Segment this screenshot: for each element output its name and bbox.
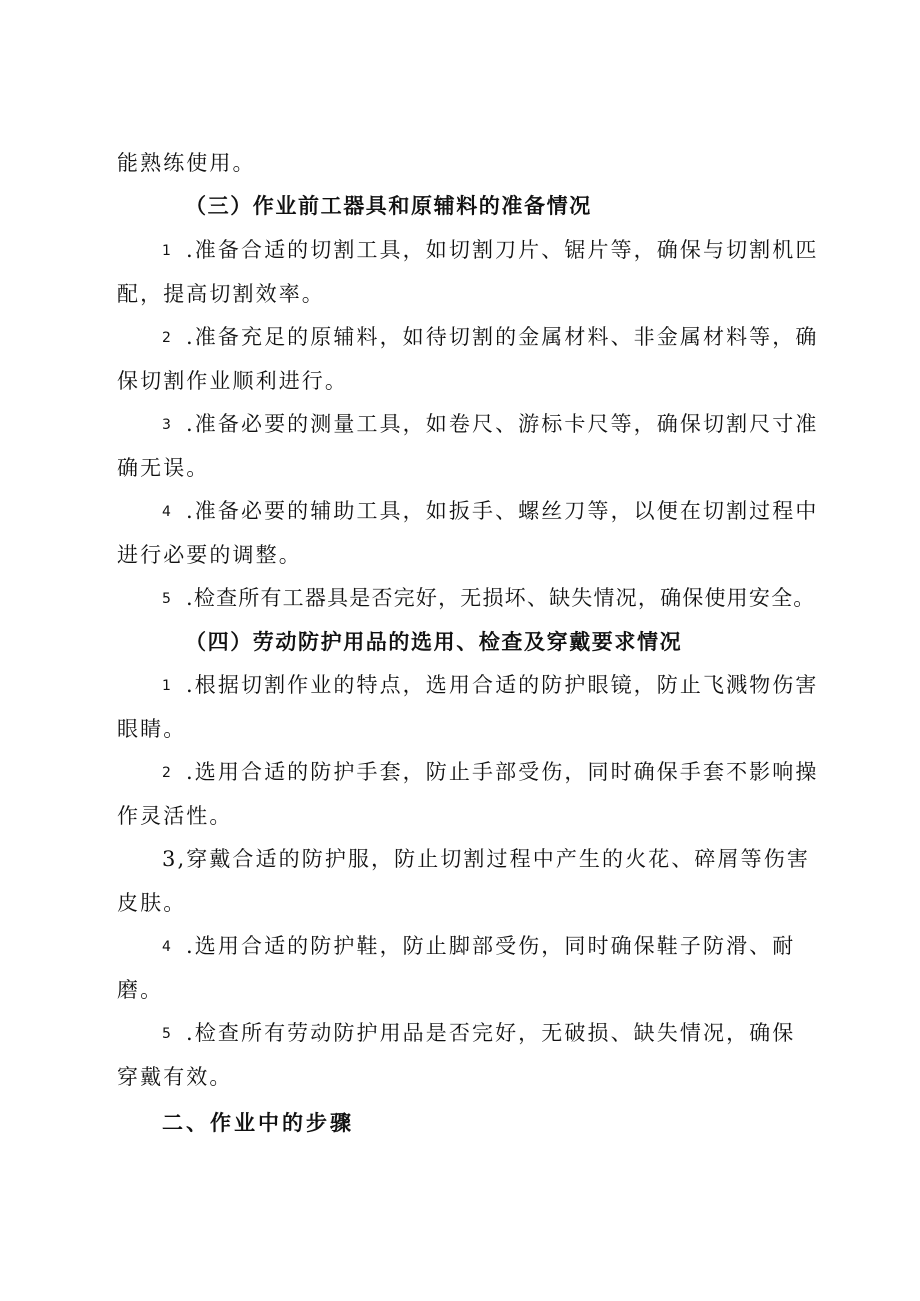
section4-item-5-line2: 穿戴有效。 bbox=[117, 1065, 233, 1089]
section4-item-3-line2: 皮肤。 bbox=[117, 891, 187, 915]
item-number: 1 bbox=[162, 678, 171, 694]
section3-item-1-line2: 配，提高切割效率。 bbox=[117, 282, 325, 306]
section3-item-2-line1 bbox=[162, 324, 862, 351]
item-text: .准备合适的切割工具，如切割刀片、锯片等，确保与切割机匹 bbox=[186, 238, 819, 262]
section4-item-3-line1: 3,穿戴合适的防护服，防止切割过程中产生的火花、碎屑等伤害 bbox=[162, 847, 810, 871]
section4-item-2-line2: 作灵活性。 bbox=[117, 804, 233, 828]
section4-item-1-line1 bbox=[162, 672, 862, 699]
item-text: .检查所有劳动防护用品是否完好，无破损、缺失情况，确保 bbox=[186, 1021, 796, 1045]
item-number: 3 bbox=[162, 417, 171, 433]
item-text: .检查所有工器具是否完好，无损坏、缺失情况，确保使用安全。 bbox=[186, 586, 816, 610]
item-text: .准备必要的测量工具，如卷尺、游标卡尺等，确保切割尺寸准 bbox=[186, 412, 819, 436]
item-number: 2 bbox=[162, 330, 171, 346]
section3-heading: （三）作业前工器具和原辅料的准备情况 bbox=[185, 193, 592, 218]
section3-item-3-line2: 确无误。 bbox=[117, 456, 210, 480]
section3-item-4-line2: 进行必要的调整。 bbox=[117, 543, 302, 567]
section3-item-1-line1 bbox=[162, 237, 862, 264]
section4-item-1-line2: 眼睛。 bbox=[117, 717, 187, 741]
section4-item-4-line1 bbox=[162, 933, 862, 960]
section3-item-3-line1 bbox=[162, 411, 862, 438]
item-text: .准备充足的原辅料，如待切割的金属材料、非金属材料等，确 bbox=[186, 325, 819, 349]
section3-item-4-line1 bbox=[162, 498, 862, 525]
section4-item-4-line2: 磨。 bbox=[117, 978, 164, 1002]
section4-item-5-line1 bbox=[162, 1020, 862, 1047]
section3-item-2-line2: 保切割作业顺利进行。 bbox=[117, 369, 348, 393]
section4-item-2-line1 bbox=[162, 759, 862, 786]
item-text: .根据切割作业的特点，选用合适的防护眼镜，防止飞溅物伤害 bbox=[186, 673, 819, 697]
item-text: .选用合适的防护鞋，防止脚部受伤，同时确保鞋子防滑、耐 bbox=[186, 934, 796, 958]
chapter-heading: 二、作业中的步骤 bbox=[162, 1110, 354, 1135]
section4-heading: （四）劳动防护用品的选用、检查及穿戴要求情况 bbox=[185, 629, 683, 654]
item-number: 5 bbox=[162, 591, 171, 607]
item-number: 4 bbox=[162, 504, 171, 520]
item-number: 2 bbox=[162, 765, 171, 781]
item-number: 1 bbox=[162, 243, 171, 259]
item-number: 5 bbox=[162, 1026, 171, 1042]
item-text: .选用合适的防护手套，防止手部受伤，同时确保手套不影响操 bbox=[186, 760, 819, 784]
item-number: 4 bbox=[162, 939, 171, 955]
item-text: .准备必要的辅助工具，如扳手、螺丝刀等，以便在切割过程中 bbox=[186, 499, 819, 523]
continuation-text: 能熟练使用。 bbox=[117, 151, 256, 175]
section3-item-5-line1 bbox=[162, 585, 862, 612]
